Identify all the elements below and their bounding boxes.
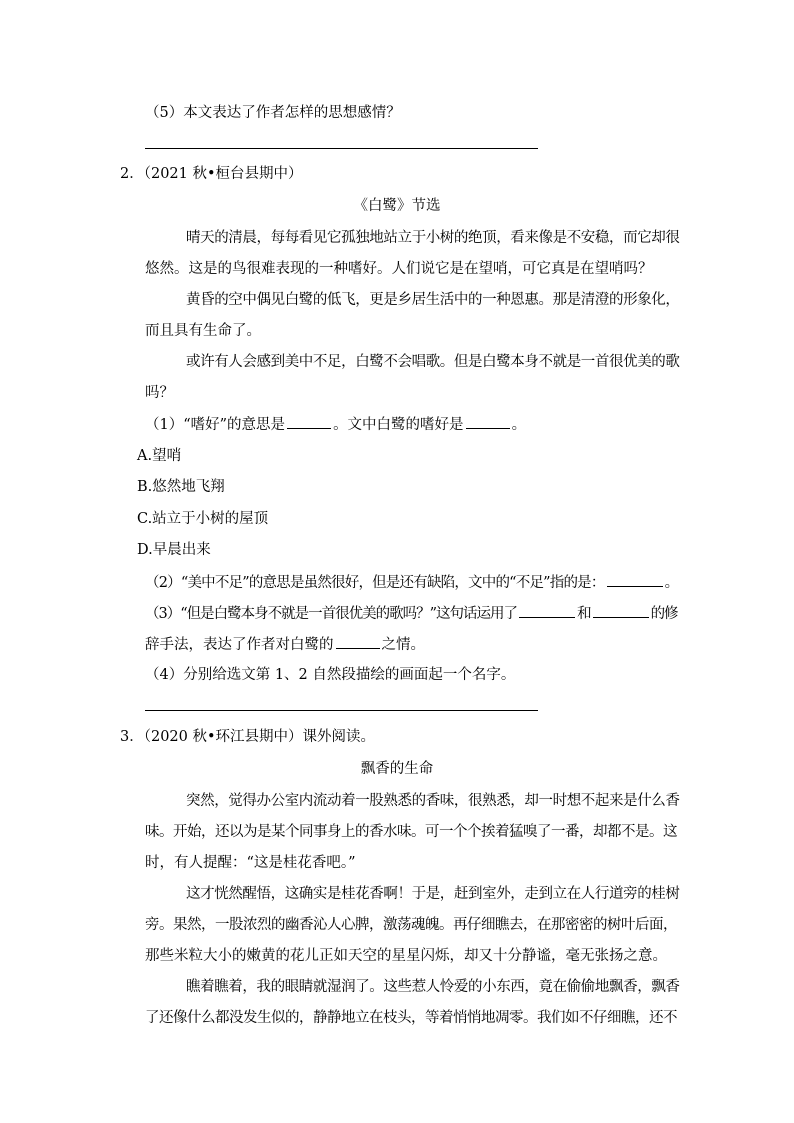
q2-sub3-line1 bbox=[145, 603, 678, 624]
q3-p2-line2: 旁。果然，一股浓烈的幽香沁人心脾，激荡魂魄。再仔细瞧去，在那密密的树叶后面， bbox=[145, 917, 677, 933]
q3-p3-line1: 瞧着瞧着，我的眼睛就湿润了。这些惹人怜爱的小东西，竟在偷偷地飘香，飘香 bbox=[186, 979, 680, 995]
q1-answer-line[interactable] bbox=[145, 148, 538, 149]
q3-p2-line3: 那些米粒大小的嫩黄的花儿正如天空的星星闪烁，却又十分静谧，毫无张扬之意。 bbox=[145, 948, 667, 964]
q2-option-a[interactable]: A.望哨 bbox=[137, 448, 182, 464]
q2-sub1-blank-1[interactable] bbox=[287, 414, 331, 429]
q2-sub2-text-a: （2）“美中不足”的意思是虽然很好，但是还有缺陷，文中的“不足”指的是： bbox=[145, 575, 605, 591]
q2-sub2 bbox=[145, 572, 678, 593]
q2-p3-line1: 或许有人会感到美中不足，白鹭不会唱歌。但是白鹭本身不就是一首很优美的歌 bbox=[186, 354, 680, 370]
q2-p1-line1: 晴天的清晨，每每看见它孤独地站立于小树的绝顶，看来像是不安稳，而它却很 bbox=[186, 230, 680, 246]
q2-sub1 bbox=[145, 414, 526, 435]
q3-p1-line2: 味。开始，还以为是某个同事身上的香水味。可一个个挨着猛嗅了一番，却都不是。这 bbox=[145, 824, 677, 840]
q1-sub5: （5）本文表达了作者怎样的思想感情？ bbox=[145, 105, 401, 121]
q3-p3-line2: 了还像什么都没发生似的，静静地立在枝头，等着悄悄地凋零。我们如不仔细瞧，还不 bbox=[145, 1010, 677, 1026]
q2-sub3-text-a: （3）“但是白鹭本身不就是一首很优美的歌吗？”这句话运用了 bbox=[145, 606, 518, 622]
q3-p1-line3: 时，有人提醒：“这是桂花香吧。” bbox=[145, 855, 356, 871]
q3-title: 飘香的生命 bbox=[360, 761, 434, 777]
q2-option-c[interactable]: C.站立于小树的屋顶 bbox=[137, 511, 269, 527]
q2-sub2-blank[interactable] bbox=[607, 572, 663, 587]
q2-sub1-text-b: 。文中白鹭的嗜好是 bbox=[333, 417, 464, 433]
q2-option-b[interactable]: B.悠然地飞翔 bbox=[137, 479, 225, 495]
q3-p2-line1: 这才恍然醒悟，这确实是桂花香啊！于是，赶到室外，走到立在人行道旁的桂树 bbox=[186, 886, 680, 902]
q2-sub3-text-b: 和 bbox=[577, 606, 591, 622]
q2-sub3-text-c: 的修 bbox=[650, 606, 678, 622]
q2-title: 《白鹭》节选 bbox=[353, 198, 441, 214]
q2-sub3-line2 bbox=[145, 634, 425, 655]
q3-header: 3．（2020 秋•环江县期中）课外阅读。 bbox=[120, 729, 376, 745]
q2-sub3-blank-2[interactable] bbox=[593, 603, 649, 618]
q2-p2-line1: 黄昏的空中偶见白鹭的低飞，更是乡居生活中的一种恩惠。那是清澄的形象化， bbox=[186, 292, 680, 308]
q2-header: 2．（2021 秋•桓台县期中） bbox=[120, 166, 303, 182]
q2-sub1-blank-2[interactable] bbox=[466, 414, 510, 429]
q2-sub4: （4）分别给选文第 1、2 自然段描绘的画面起一个名字。 bbox=[145, 667, 516, 683]
q2-p3-line2: 吗？ bbox=[145, 385, 174, 401]
q2-option-d[interactable]: D.早晨出来 bbox=[137, 542, 211, 558]
q2-sub3-text-d: 辞手法，表达了作者对白鹭的 bbox=[145, 637, 334, 653]
q2-sub3-blank-1[interactable] bbox=[519, 603, 575, 618]
q2-sub3-blank-3[interactable] bbox=[336, 634, 380, 649]
q2-answer-line[interactable] bbox=[145, 710, 538, 711]
q2-sub1-text-a: （1）“嗜好”的意思是 bbox=[145, 417, 286, 433]
q2-sub1-text-c: 。 bbox=[511, 417, 527, 433]
q2-sub2-text-b: 。 bbox=[664, 575, 679, 591]
q3-p1-line1: 突然，觉得办公室内流动着一股熟悉的香味，很熟悉，却一时想不起来是什么香 bbox=[186, 793, 680, 809]
q2-p1-line2: 悠然。这是的鸟很难表现的一种嗜好。人们说它是在望哨，可它真是在望哨吗？ bbox=[145, 261, 653, 277]
q2-sub3-text-e: 之情。 bbox=[381, 637, 425, 653]
q2-p2-line2: 而且具有生命了。 bbox=[145, 323, 261, 339]
